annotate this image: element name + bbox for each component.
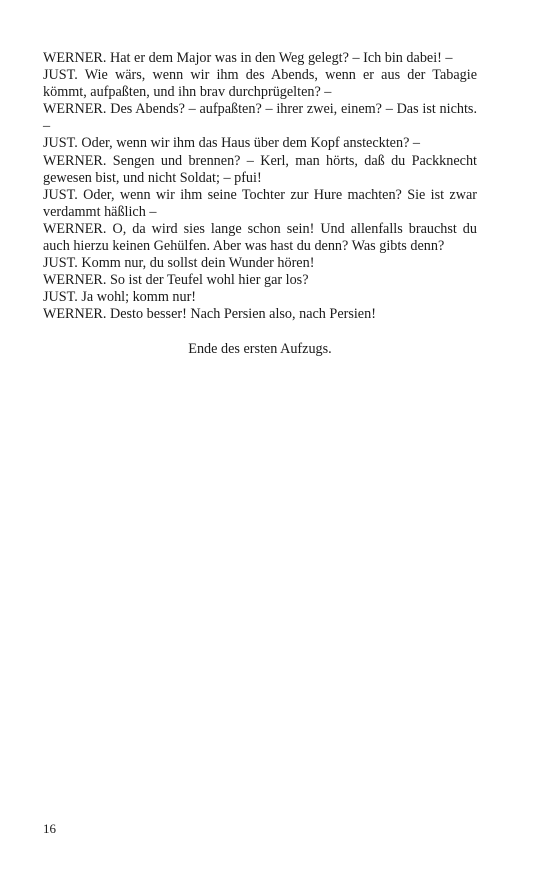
dialogue-text: [43, 50, 477, 358]
dialogue-line: JUST. Oder, wenn wir ihm das Haus über dem Kopf ansteckten? –: [43, 135, 421, 152]
page-number: 16: [43, 821, 56, 836]
dialogue-line: WERNER. O, da wird sies lange schon sein! Und allenfalls brauchst du auch hierzu keinen Gehülfen. Aber was hast du denn? Was gibts denn?: [43, 220, 477, 255]
dialogue-line: JUST. Oder, wenn wir ihm seine Tochter zur Hure machten? Sie ist zwar verdammt häßlich –: [43, 186, 477, 220]
dialogue-line: WERNER. Hat er dem Major was in den Weg gelegt? – Ich bin dabei! –: [43, 50, 453, 66]
dialogue-line: JUST. Wie wärs, wenn wir ihm des Abends, wenn er aus der Tabagie kömmt, aufpaßten, und ihn brav durchprügelten? –: [43, 67, 477, 101]
dialogue-line: WERNER. So ist der Teufel wohl hier gar los?: [43, 272, 309, 289]
dialogue-line: WERNER. Desto besser! Nach Persien also, nach Persien!: [43, 306, 376, 323]
dialogue-line: WERNER. Des Abends? – aufpaßten? – ihrer zwei, einem? – Das ist nichts. –: [43, 101, 477, 135]
dialogue-line: WERNER. Sengen und brennen? – Kerl, man hörts, daß du Packknecht gewesen bist, und nicht Soldat; – pfui!: [43, 152, 477, 186]
end-of-act-heading: Ende des ersten Aufzugs.: [188, 340, 332, 357]
dialogue-line: JUST. Ja wohl; komm nur!: [43, 289, 197, 306]
dialogue-line: JUST. Komm nur, du sollst dein Wunder hören!: [43, 255, 315, 272]
